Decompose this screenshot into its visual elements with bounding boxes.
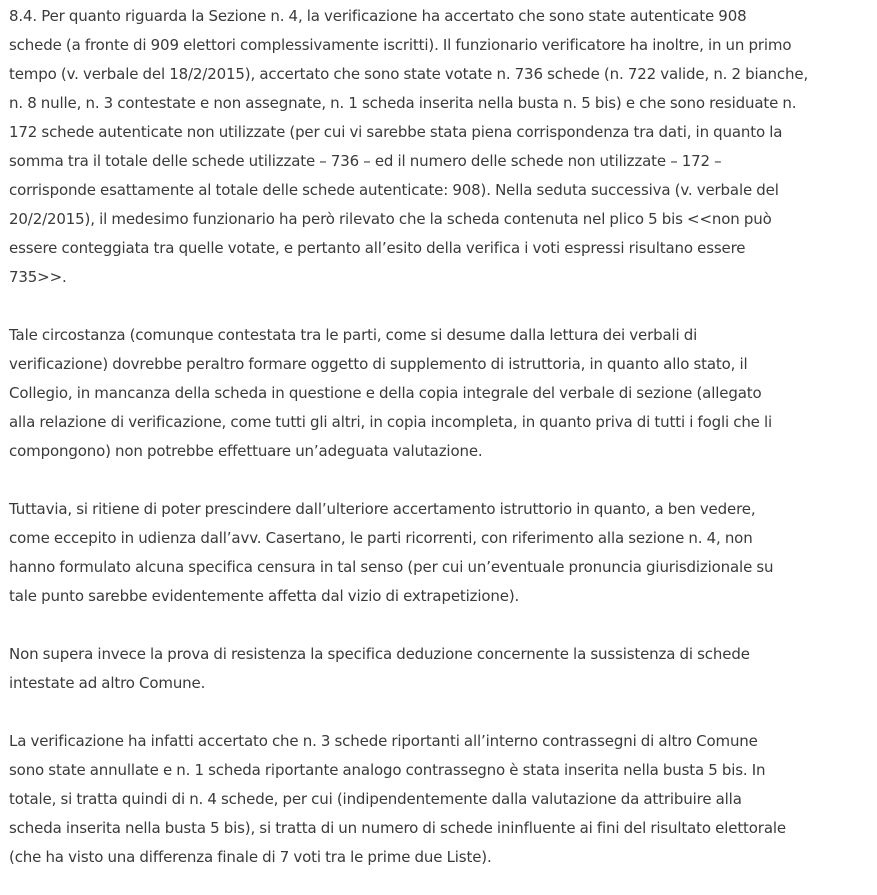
- text-line: tempo (v. verbale del 18/2/2015), accertato che sono state votate n. 736 schede (n. 722 valide, n. 2 bianche,: [9, 65, 809, 83]
- text-line: somma tra il totale delle schede utilizzate – 736 – ed il numero delle schede non utilizzate – 172 –: [9, 152, 722, 170]
- text-line: scheda inserita nella busta 5 bis), si tratta di un numero di schede ininfluente ai fini del risultato elettorale: [9, 819, 786, 837]
- text-line: 172 schede autenticate non utilizzate (per cui vi sarebbe stata piena corrispondenza tra dati, in quanto la: [9, 123, 783, 141]
- text-line: Non supera invece la prova di resistenza la specifica deduzione concernente la sussistenza di schede: [9, 645, 750, 663]
- text-line: n. 8 nulle, n. 3 contestate e non assegnate, n. 1 scheda inserita nella busta n. 5 bis) e che sono residuate n.: [9, 94, 797, 112]
- text-line: hanno formulato alcuna specifica censura in tal senso (per cui un’eventuale pronuncia giurisdizionale su: [9, 558, 774, 576]
- paragraph-tuttavia: [9, 495, 871, 611]
- text-line: Tuttavia, si ritiene di poter prescindere dall’ulteriore accertamento istruttorio in quanto, a ben vedere,: [9, 500, 756, 518]
- paragraph-prova-resistenza: [9, 640, 871, 698]
- text-line: tale punto sarebbe evidentemente affetta dal vizio di extrapetizione).: [9, 587, 520, 605]
- text-line: 20/2/2015), il medesimo funzionario ha però rilevato che la scheda contenuta nel plico 5 bis <<non può: [9, 210, 772, 228]
- text-line: alla relazione di verificazione, come tutti gli altri, in copia incompleta, in quanto priva di tutti i fogli che li: [9, 413, 773, 431]
- text-line: totale, si tratta quindi di n. 4 schede, per cui (indipendentemente dalla valutazione da attribuire alla: [9, 790, 742, 808]
- text-line: 8.4. Per quanto riguarda la Sezione n. 4, la verificazione ha accertato che sono state autenticate 908: [9, 7, 747, 25]
- text-line: essere conteggiata tra quelle votate, e pertanto all’esito della verifica i voti espressi risultano essere: [9, 239, 746, 257]
- text-line: intestate ad altro Comune.: [9, 674, 206, 692]
- document-body: [9, 2, 871, 872]
- text-line: sono state annullate e n. 1 scheda riportante analogo contrassegno è stata inserita nella busta 5 bis. In: [9, 761, 766, 779]
- text-line: Collegio, in mancanza della scheda in questione e della copia integrale del verbale di sezione (allegato: [9, 384, 762, 402]
- paragraph-circostanza: [9, 321, 871, 466]
- text-line: 735>>.: [9, 268, 67, 286]
- text-line: compongono) non potrebbe effettuare un’adeguata valutazione.: [9, 442, 483, 460]
- text-line: La verificazione ha infatti accertato che n. 3 schede riportanti all’interno contrassegni di altro Comune: [9, 732, 758, 750]
- paragraph-8-4: [9, 2, 871, 292]
- text-line: come eccepito in udienza dall’avv. Casertano, le parti ricorrenti, con riferimento alla sezione n. 4, non: [9, 529, 753, 547]
- text-line: (che ha visto una differenza finale di 7 voti tra le prime due Liste).: [9, 848, 492, 866]
- text-line: Tale circostanza (comunque contestata tra le parti, come si desume dalla lettura dei verbali di: [9, 326, 698, 344]
- text-line: verificazione) dovrebbe peraltro formare oggetto di supplemento di istruttoria, in quanto allo stato, il: [9, 355, 748, 373]
- paragraph-verificazione: [9, 727, 871, 872]
- text-line: corrisponde esattamente al totale delle schede autenticate: 908). Nella seduta successiva (v. verbale del: [9, 181, 779, 199]
- text-line: schede (a fronte di 909 elettori complessivamente iscritti). Il funzionario verificatore ha inoltre, in un primo: [9, 36, 792, 54]
